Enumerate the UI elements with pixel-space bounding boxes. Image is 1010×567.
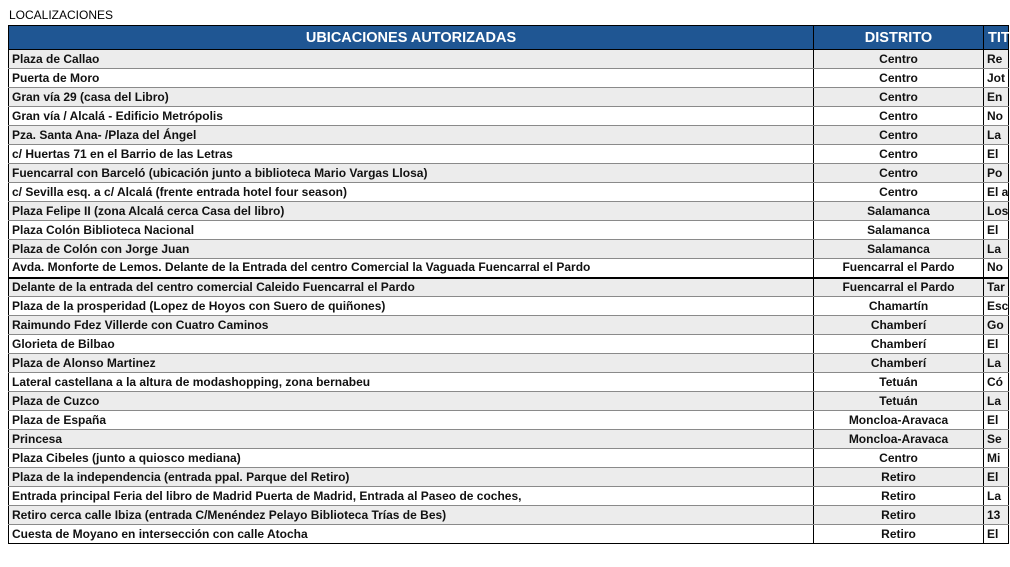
header-row [9,26,1009,50]
header-titulo[interactable]: TIT [984,26,1009,50]
cell-distrito[interactable]: Moncloa-Aravaca [814,411,984,430]
table-row [9,449,1009,468]
table-row [9,506,1009,525]
table-row [9,202,1009,221]
header-distrito[interactable]: DISTRITO [814,26,984,50]
cell-ubicacion[interactable]: Avda. Monforte de Lemos. Delante de la Entrada del centro Comercial la Vaguada Fuencarral el Pardo [9,259,814,278]
cell-ubicacion[interactable]: Delante de la entrada del centro comercial Caleido Fuencarral el Pardo [9,278,814,297]
cell-ubicacion[interactable]: Gran vía 29 (casa del Libro) [9,88,814,107]
cell-titulo[interactable]: No [984,107,1009,126]
cell-ubicacion[interactable]: Raimundo Fdez Villerde con Cuatro Caminos [9,316,814,335]
cell-titulo[interactable]: Go [984,316,1009,335]
cell-distrito[interactable]: Centro [814,107,984,126]
cell-ubicacion[interactable]: Princesa [9,430,814,449]
cell-titulo[interactable]: El a [984,183,1009,202]
cell-distrito[interactable]: Centro [814,449,984,468]
cell-titulo[interactable]: La [984,487,1009,506]
table-row [9,259,1009,278]
cell-distrito[interactable]: Centro [814,183,984,202]
table-row [9,525,1009,544]
cell-titulo[interactable]: La [984,240,1009,259]
cell-titulo[interactable]: En [984,88,1009,107]
cell-ubicacion[interactable]: Plaza de España [9,411,814,430]
cell-distrito[interactable]: Tetuán [814,392,984,411]
table-row [9,240,1009,259]
table-row [9,183,1009,202]
cell-titulo[interactable]: Mi [984,449,1009,468]
table-row [9,335,1009,354]
table-row [9,316,1009,335]
cell-ubicacion[interactable]: Cuesta de Moyano en intersección con calle Atocha [9,525,814,544]
cell-distrito[interactable]: Centro [814,69,984,88]
cell-titulo[interactable]: El [984,525,1009,544]
table-row [9,126,1009,145]
cell-distrito[interactable]: Chamartín [814,297,984,316]
cell-ubicacion[interactable]: c/ Sevilla esq. a c/ Alcalá (frente entrada hotel four season) [9,183,814,202]
cell-ubicacion[interactable]: Glorieta de Bilbao [9,335,814,354]
cell-distrito[interactable]: Retiro [814,468,984,487]
cell-distrito[interactable]: Centro [814,126,984,145]
cell-ubicacion[interactable]: Puerta de Moro [9,69,814,88]
cell-ubicacion[interactable]: Plaza de la independencia (entrada ppal. Parque del Retiro) [9,468,814,487]
cell-titulo[interactable]: La [984,392,1009,411]
cell-distrito[interactable]: Chamberí [814,316,984,335]
cell-distrito[interactable]: Chamberí [814,335,984,354]
cell-distrito[interactable]: Retiro [814,506,984,525]
cell-titulo[interactable]: No [984,259,1009,278]
cell-titulo[interactable]: El [984,411,1009,430]
cell-titulo[interactable]: Po [984,164,1009,183]
cell-ubicacion[interactable]: Plaza Colón Biblioteca Nacional [9,221,814,240]
cell-ubicacion[interactable]: c/ Huertas 71 en el Barrio de las Letras [9,145,814,164]
cell-distrito[interactable]: Centro [814,50,984,69]
table-row [9,69,1009,88]
table-row [9,392,1009,411]
cell-distrito[interactable]: Moncloa-Aravaca [814,430,984,449]
cell-distrito[interactable]: Chamberí [814,354,984,373]
cell-titulo[interactable]: Jot [984,69,1009,88]
cell-distrito[interactable]: Retiro [814,487,984,506]
cell-titulo[interactable]: La [984,354,1009,373]
table-row [9,430,1009,449]
table-row [9,164,1009,183]
cell-ubicacion[interactable]: Lateral castellana a la altura de modashopping, zona bernabeu [9,373,814,392]
cell-titulo[interactable]: El [984,145,1009,164]
cell-distrito[interactable]: Fuencarral el Pardo [814,278,984,297]
cell-distrito[interactable]: Retiro [814,525,984,544]
table-row [9,468,1009,487]
cell-distrito[interactable]: Centro [814,145,984,164]
cell-ubicacion[interactable]: Pza. Santa Ana- /Plaza del Ángel [9,126,814,145]
cell-distrito[interactable]: Fuencarral el Pardo [814,259,984,278]
table-row [9,278,1009,297]
cell-distrito[interactable]: Salamanca [814,202,984,221]
cell-titulo[interactable]: Có [984,373,1009,392]
table-row [9,221,1009,240]
cell-ubicacion[interactable]: Plaza de Colón con Jorge Juan [9,240,814,259]
sheet-caption: LOCALIZACIONES [9,8,114,22]
table-row [9,50,1009,69]
table-row [9,145,1009,164]
cell-titulo[interactable]: Re [984,50,1009,69]
cell-titulo[interactable]: Los [984,202,1009,221]
table-row [9,373,1009,392]
cell-ubicacion[interactable]: Plaza Cibeles (junto a quiosco mediana) [9,449,814,468]
table-row [9,354,1009,373]
cell-distrito[interactable]: Centro [814,88,984,107]
cell-distrito[interactable]: Salamanca [814,240,984,259]
cell-ubicacion[interactable]: Entrada principal Feria del libro de Madrid Puerta de Madrid, Entrada al Paseo de coches, [9,487,814,506]
cell-distrito[interactable]: Salamanca [814,221,984,240]
locations-table [8,25,1009,544]
cell-ubicacion[interactable]: Plaza de Callao [9,50,814,69]
table-row [9,297,1009,316]
cell-ubicacion[interactable]: Plaza de Cuzco [9,392,814,411]
header-ubicaciones[interactable]: UBICACIONES AUTORIZADAS [9,26,814,50]
cell-titulo[interactable]: Esc [984,297,1009,316]
cell-titulo[interactable]: El [984,468,1009,487]
cell-ubicacion[interactable]: Plaza de la prosperidad (Lopez de Hoyos con Suero de quiñones) [9,297,814,316]
table-row [9,487,1009,506]
cell-ubicacion[interactable]: Fuencarral con Barceló (ubicación junto a biblioteca Mario Vargas Llosa) [9,164,814,183]
cell-ubicacion[interactable]: Plaza Felipe II (zona Alcalá cerca Casa del libro) [9,202,814,221]
cell-titulo[interactable]: El [984,335,1009,354]
table-row [9,88,1009,107]
cell-ubicacion[interactable]: Plaza de Alonso Martinez [9,354,814,373]
cell-ubicacion[interactable]: Gran vía / Alcalá - Edificio Metrópolis [9,107,814,126]
cell-titulo[interactable]: Tar [984,278,1009,297]
cell-titulo[interactable]: Se [984,430,1009,449]
cell-distrito[interactable]: Centro [814,164,984,183]
cell-titulo[interactable]: La [984,126,1009,145]
cell-distrito[interactable]: Tetuán [814,373,984,392]
cell-ubicacion[interactable]: Retiro cerca calle Ibiza (entrada C/Menéndez Pelayo Biblioteca Trías de Bes) [9,506,814,525]
cell-titulo[interactable]: 13 [984,506,1009,525]
cell-titulo[interactable]: El [984,221,1009,240]
table-row [9,411,1009,430]
table-row [9,107,1009,126]
